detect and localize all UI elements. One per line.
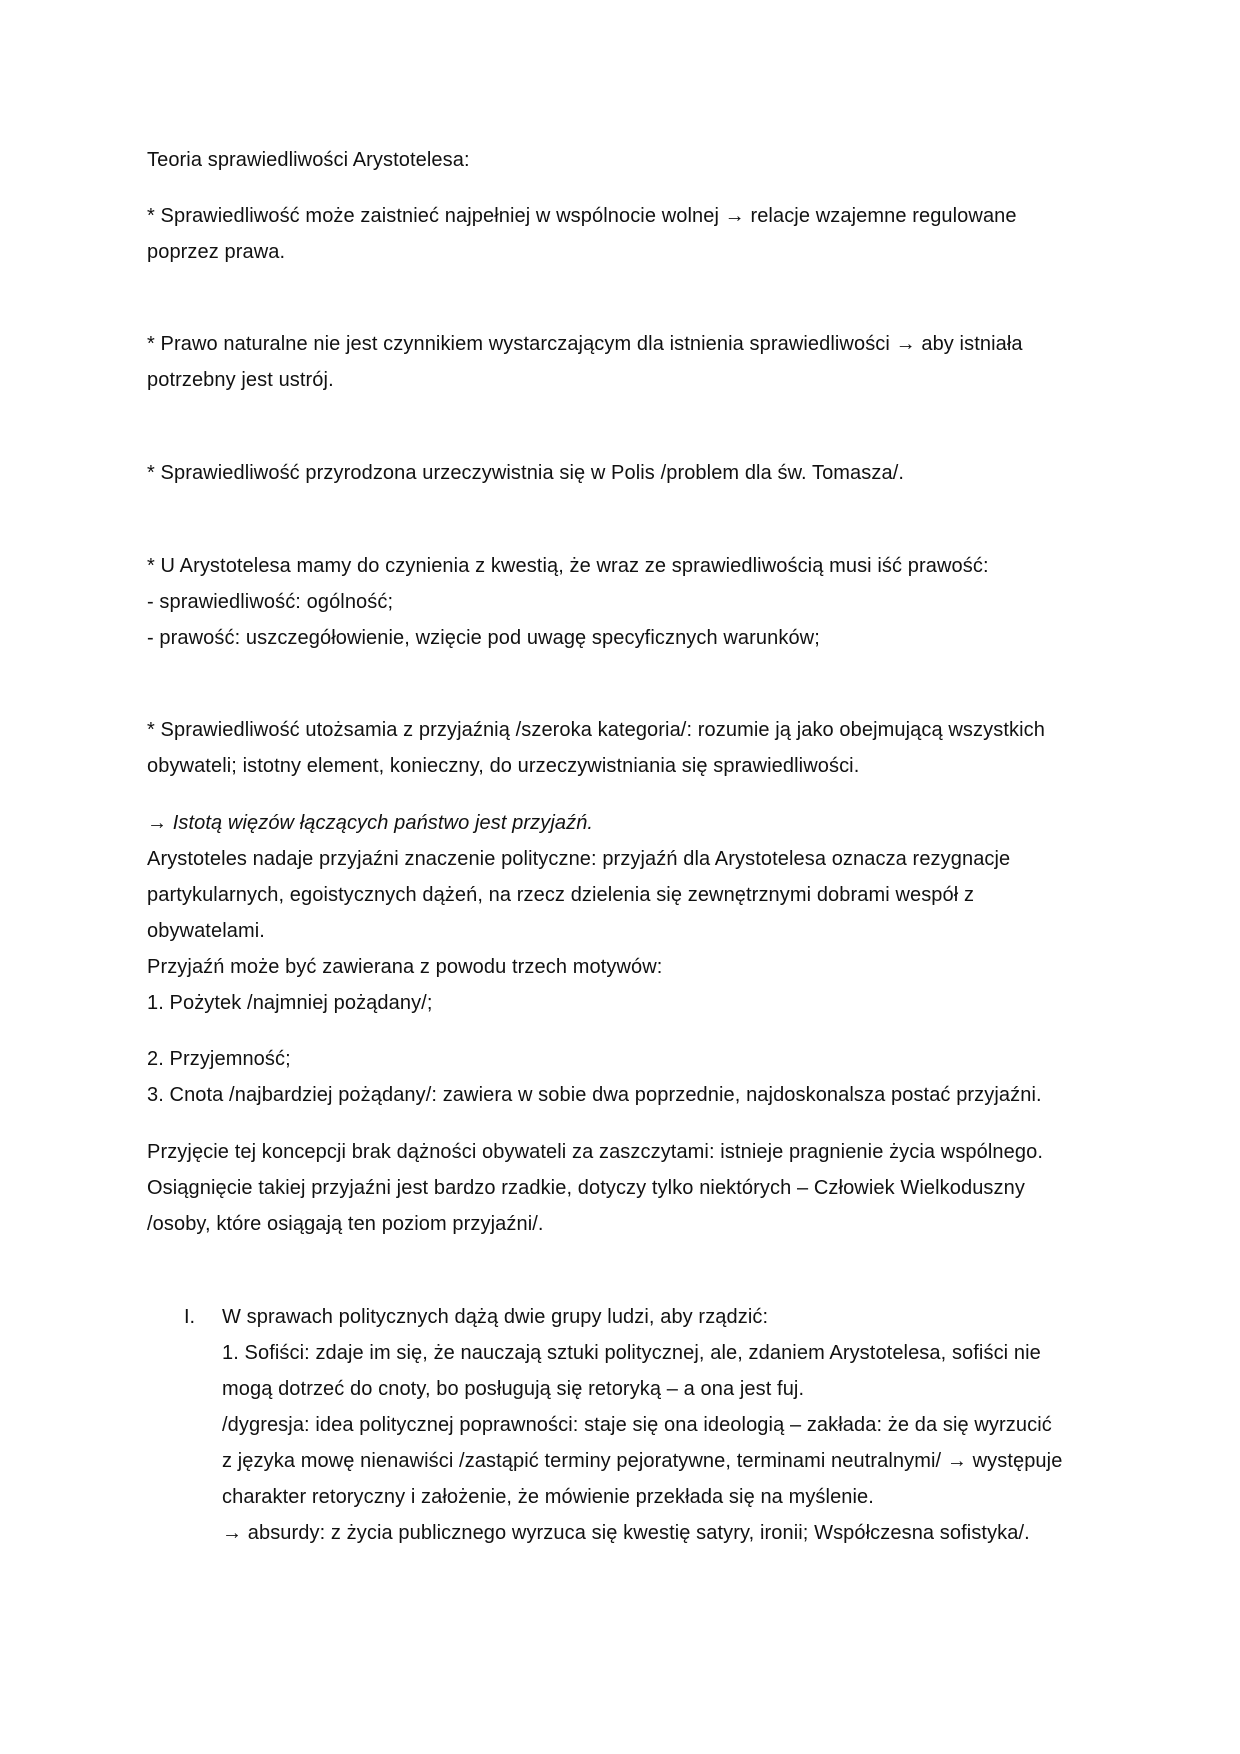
document-title: Teoria sprawiedliwości Arystotelesa: bbox=[147, 149, 470, 171]
paragraph-line: * Sprawiedliwość utożsamia z przyjaźnią /szeroka kategoria/: rozumie ją jako obejmującą wszystkich bbox=[147, 719, 1045, 741]
paragraph-line: * Sprawiedliwość może zaistnieć najpełniej w wspólnocie wolnej → relacje wzajemne regulowane bbox=[147, 205, 1017, 227]
paragraph-line: * Prawo naturalne nie jest czynnikiem wystarczającym dla istnienia sprawiedliwości → aby istniała bbox=[147, 333, 1023, 355]
list-item-line: 1. Sofiści: zdaje im się, że nauczają sztuki politycznej, ale, zdaniem Arystotelesa, sofiści nie bbox=[222, 1342, 1041, 1364]
paragraph-line: Przyjęcie tej koncepcji brak dążności obywateli za zaszczytami: istnieje pragnienie życia wspólnego. bbox=[147, 1141, 1043, 1163]
paragraph-line: 3. Cnota /najbardziej pożądany/: zawiera w sobie dwa poprzednie, najdoskonalsza postać przyjaźni. bbox=[147, 1084, 1042, 1106]
paragraph-line: Arystoteles nadaje przyjaźni znaczenie polityczne: przyjaźń dla Arystotelesa oznacza rezygnacje bbox=[147, 848, 1011, 870]
emphasized-line: → Istotą więzów łączących państwo jest przyjaźń. bbox=[147, 812, 594, 834]
paragraph-line: potrzebny jest ustrój. bbox=[147, 369, 334, 391]
paragraph-line: 1. Pożytek /najmniej pożądany/; bbox=[147, 992, 433, 1014]
paragraph-line: * Sprawiedliwość przyrodzona urzeczywistnia się w Polis /problem dla św. Tomasza/. bbox=[147, 462, 905, 484]
list-item-line: mogą dotrzeć do cnoty, bo posługują się retoryką – a ona jest fuj. bbox=[222, 1378, 805, 1400]
paragraph-line: obywateli; istotny element, konieczny, do urzeczywistniania się sprawiedliwości. bbox=[147, 755, 860, 777]
paragraph-line: * U Arystotelesa mamy do czynienia z kwestią, że wraz ze sprawiedliwością musi iść prawość: bbox=[147, 555, 989, 577]
list-marker: I. bbox=[184, 1306, 196, 1328]
list-item-line: charakter retoryczny i założenie, że mówienie przekłada się na myślenie. bbox=[222, 1486, 874, 1508]
paragraph-line: Osiągnięcie takiej przyjaźni jest bardzo rzadkie, dotyczy tylko niektórych – Człowiek Wielkoduszny bbox=[147, 1177, 1025, 1199]
paragraph-line: poprzez prawa. bbox=[147, 241, 286, 263]
list-item-line: → absurdy: z życia publicznego wyrzuca się kwestię satyry, ironii; Współczesna sofistyka/. bbox=[222, 1522, 1030, 1544]
paragraph-line: 2. Przyjemność; bbox=[147, 1048, 291, 1070]
paragraph-line: partykularnych, egoistycznych dążeń, na rzecz dzielenia się zewnętrznymi dobrami wespół z bbox=[147, 884, 975, 906]
list-item-line: z języka mowę nienawiści /zastąpić terminy pejoratywne, terminami neutralnymi/ → występuje bbox=[222, 1450, 1063, 1472]
paragraph-line: obywatelami. bbox=[147, 920, 265, 942]
list-item-line: /dygresja: idea politycznej poprawności: staje się ona ideologią – zakłada: że da się wyrzucić bbox=[222, 1414, 1052, 1436]
paragraph-line: - prawość: uszczegółowienie, wzięcie pod uwagę specyficznych warunków; bbox=[147, 627, 820, 649]
paragraph-line: - sprawiedliwość: ogólność; bbox=[147, 591, 394, 613]
paragraph-line: Przyjaźń może być zawierana z powodu trzech motywów: bbox=[147, 956, 663, 978]
list-item-line: W sprawach politycznych dążą dwie grupy ludzi, aby rządzić: bbox=[222, 1306, 769, 1328]
paragraph-line: /osoby, które osiągają ten poziom przyjaźni/. bbox=[147, 1213, 544, 1235]
